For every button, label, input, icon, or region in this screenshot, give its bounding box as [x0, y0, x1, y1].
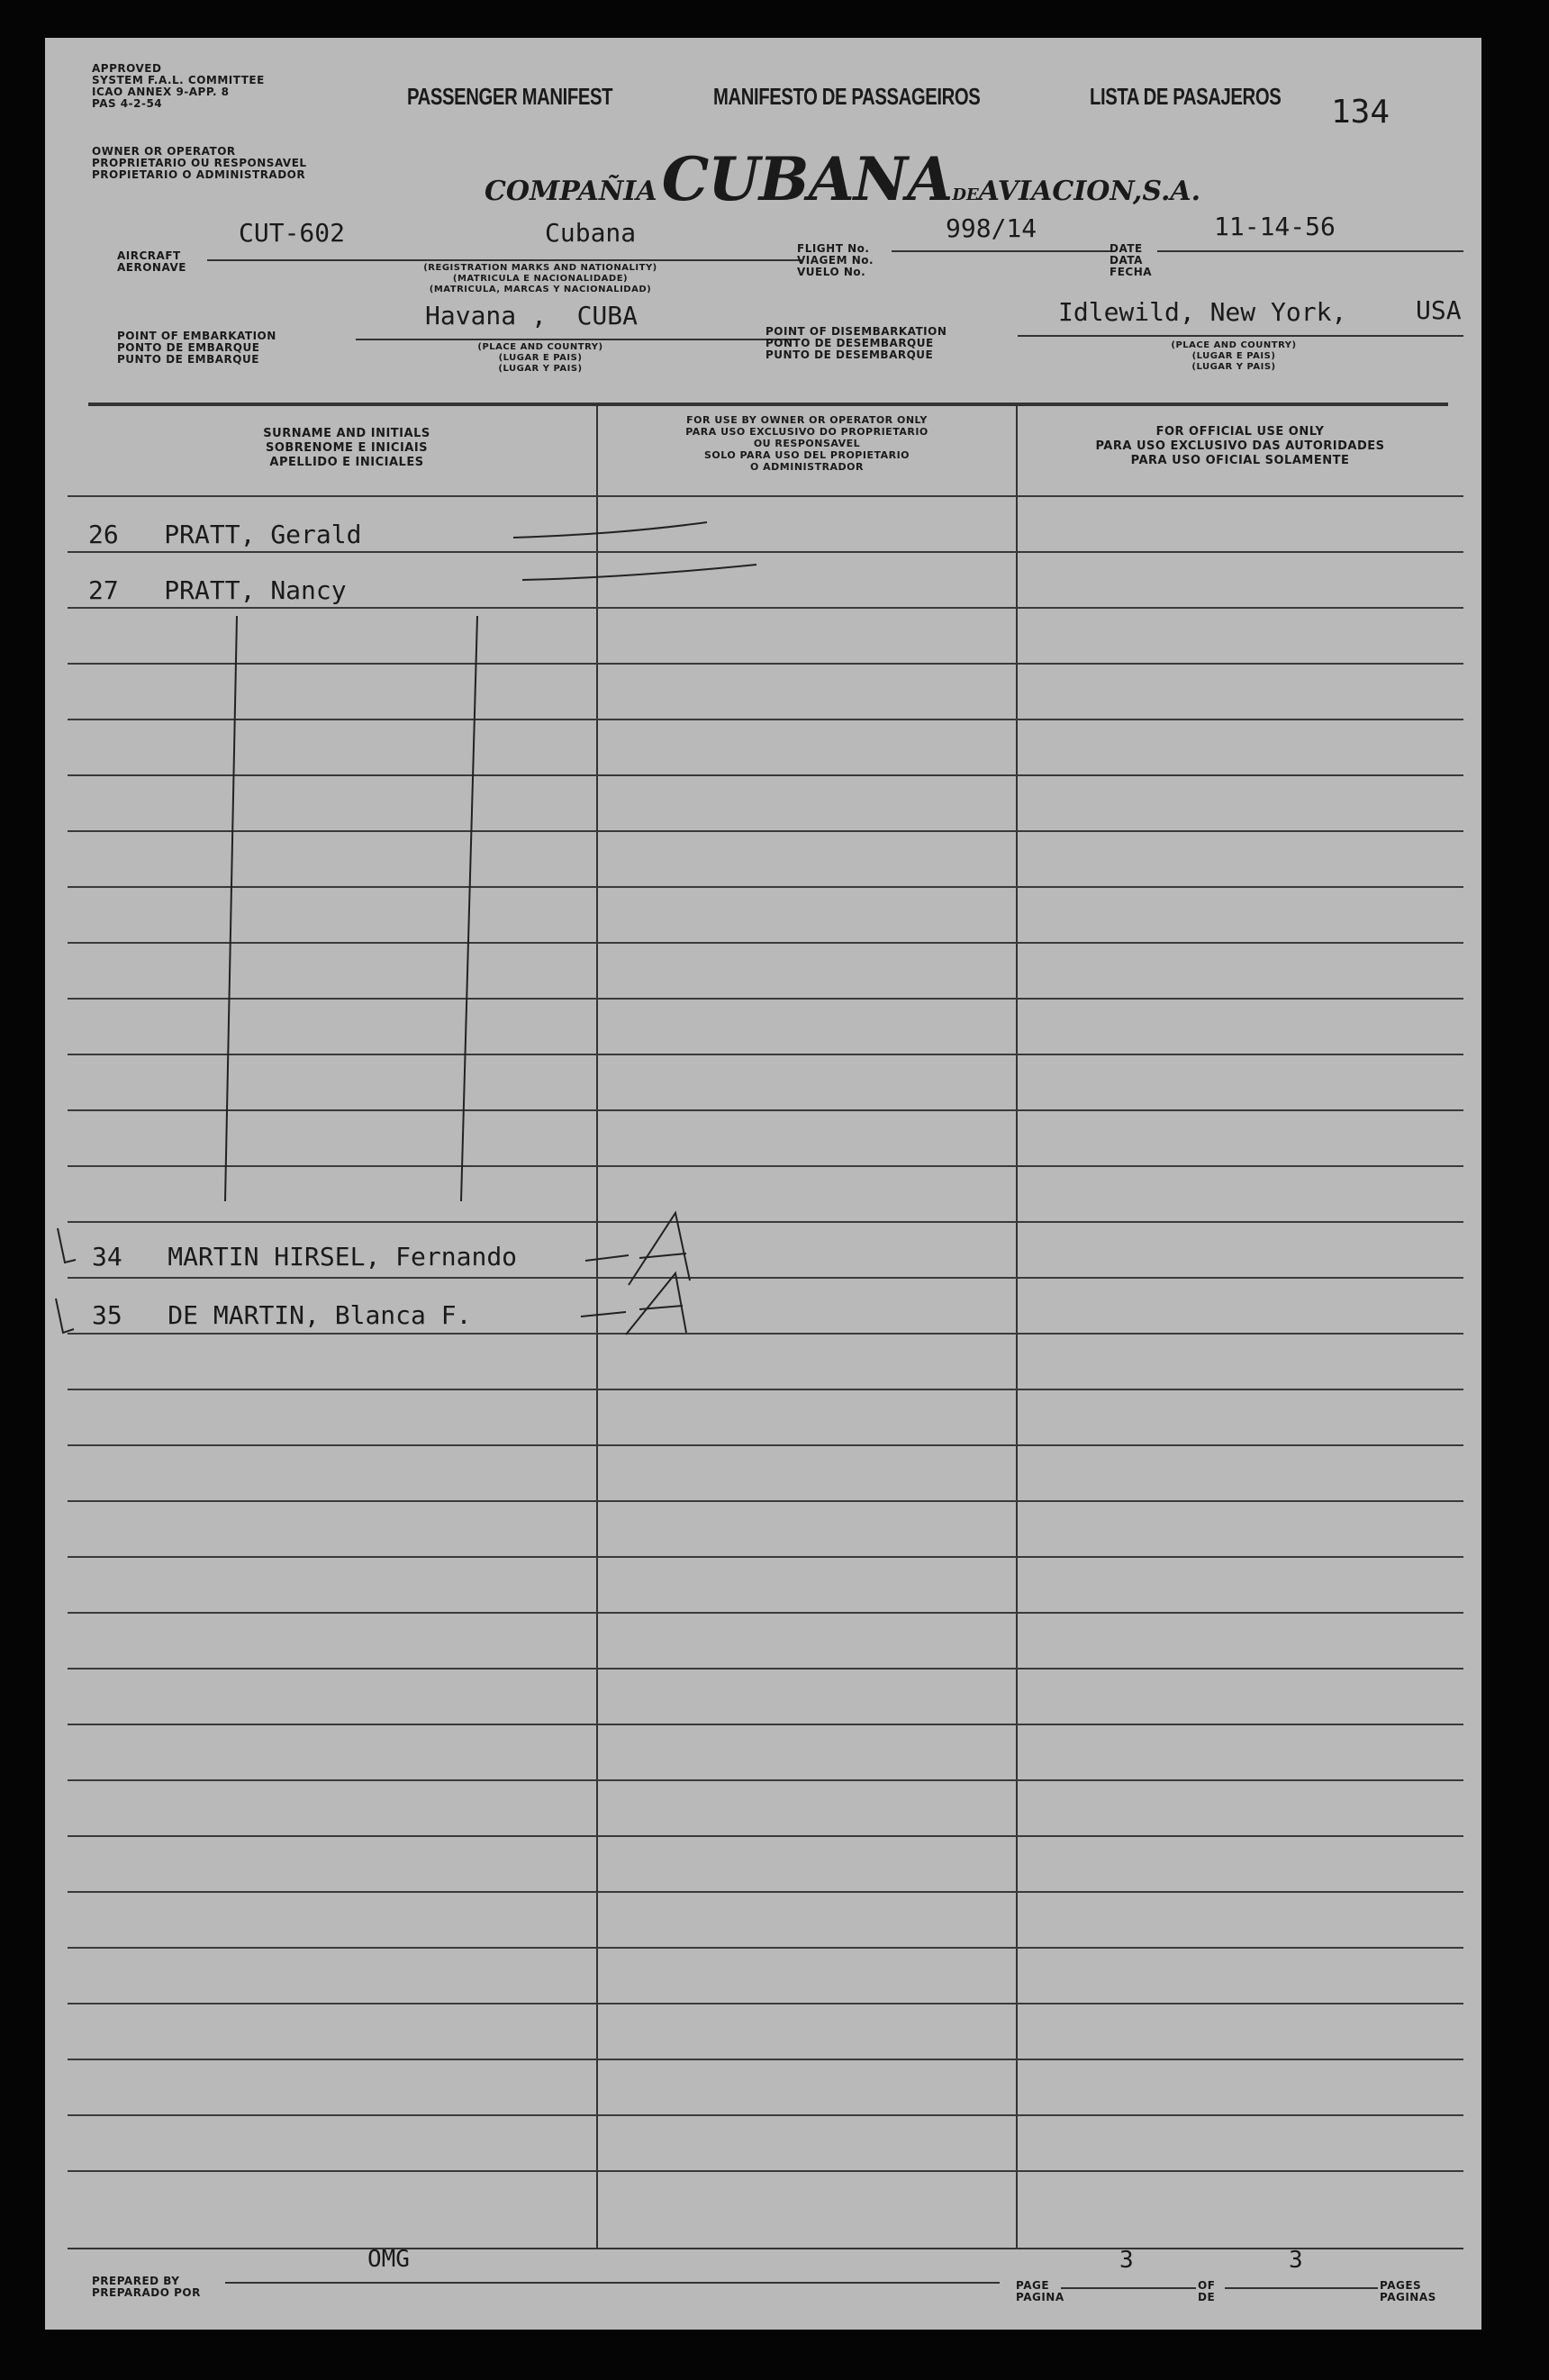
passenger-given-name: Nancy	[270, 575, 347, 605]
column-header-official: FOR OFFICIAL USE ONLY PARA USO EXCLUSIVO DAS AUTORIDADES PARA USO OFICIAL SOLAMENTE	[1095, 425, 1385, 467]
manifest-page	[45, 38, 1481, 2330]
prepared-by-value: OMG	[367, 2246, 410, 2273]
approval-line: ICAO ANNEX 9-APP. 8	[92, 86, 230, 98]
embarkation-place: Havana , CUBA	[425, 301, 639, 330]
pen-stroke	[225, 616, 237, 1201]
disembarkation-labels: POINT OF DISEMBARKATION PONTO DE DESEMBARQUE PUNTO DE DESEMBARQUE	[765, 325, 947, 361]
initial-mark	[629, 1213, 690, 1285]
check-mark	[56, 1299, 74, 1333]
aircraft-sublabels: (REGISTRATION MARKS AND NATIONALITY) (MATRICULA E NACIONALIDADE) (MATRICULA, MARCAS Y NACIONALIDAD)	[423, 263, 657, 294]
title-english: PASSENGER MANIFEST	[407, 83, 613, 110]
pen-stroke	[522, 565, 756, 580]
check-mark	[58, 1228, 76, 1262]
flight-labels: FLIGHT No. VIAGEM No. VUELO No.	[797, 242, 874, 278]
pen-stroke	[461, 616, 477, 1201]
passenger-given-name: Gerald	[270, 520, 362, 549]
approval-line: SYSTEM F.A.L. COMMITTEE	[92, 74, 265, 86]
passenger-number: 35	[92, 1300, 122, 1330]
total-pages-value: 3	[1289, 2247, 1303, 2274]
aircraft-registration: CUT-602	[239, 218, 346, 248]
pen-stroke	[513, 522, 707, 538]
table-row: 27 PRATT, Nancy	[88, 575, 347, 605]
table-row: 26 PRATT, Gerald	[88, 520, 362, 549]
passenger-given-name: Fernando	[395, 1242, 518, 1271]
page-value: 3	[1119, 2247, 1134, 2274]
passenger-number: 27	[88, 575, 119, 605]
passenger-surname: DE MARTIN	[168, 1300, 305, 1330]
approval-line: PAS 4-2-54	[92, 97, 163, 110]
page-number-stamp: 134	[1331, 94, 1390, 131]
aircraft-nationality: Cubana	[545, 218, 637, 248]
passenger-given-name: Blanca F.	[334, 1300, 472, 1330]
owner-labels: OWNER OR OPERATOR PROPRIETARIO OU RESPONSAVEL PROPIETARIO O ADMINISTRADOR	[92, 145, 307, 181]
pen-stroke	[581, 1312, 626, 1317]
flight-number: 998/14	[946, 213, 1037, 243]
passenger-surname: MARTIN HIRSEL	[168, 1242, 366, 1271]
passenger-number: 26	[88, 520, 119, 549]
airline-logo: COMPAÑIA CUBANADEAVIACION,S.A.	[485, 144, 1201, 214]
approval-line: APPROVED	[92, 62, 162, 75]
of-labels: OF DE	[1198, 2279, 1216, 2303]
initial-mark	[626, 1273, 686, 1335]
date-labels: DATE DATA FECHA	[1110, 242, 1153, 278]
initial-mark	[639, 1253, 686, 1258]
title-spanish: LISTA DE PASAJEROS	[1090, 83, 1282, 110]
pen-annotations	[45, 38, 1481, 2330]
passenger-surname: PRATT	[164, 575, 240, 605]
column-header-surname: SURNAME AND INITIALS SOBRENOME E INICIAIS APELLIDO E INICIALES	[263, 427, 430, 469]
disembarkation-sublabels: (PLACE AND COUNTRY) (LUGAR E PAIS) (LUGAR Y PAIS)	[1171, 340, 1297, 372]
pen-stroke	[585, 1255, 629, 1261]
disembarkation-country: USA	[1416, 295, 1462, 325]
passenger-number: 34	[92, 1242, 122, 1271]
table-row: 35 DE MARTIN, Blanca F.	[92, 1300, 472, 1330]
disembarkation-place: Idlewild, New York,	[1058, 297, 1347, 327]
column-header-owner-use: FOR USE BY OWNER OR OPERATOR ONLY PARA USO EXCLUSIVO DO PROPRIETARIO OU RESPONSAVEL SOLO PARA USO DEL PROPIETARIO O ADMINISTRADOR	[685, 414, 928, 473]
aircraft-labels: AIRCRAFT AERONAVE	[117, 249, 186, 274]
page-labels: PAGE PAGINA	[1016, 2279, 1064, 2303]
passenger-surname: PRATT	[164, 520, 240, 549]
title-portuguese: MANIFESTO DE PASSAGEIROS	[713, 83, 981, 110]
flight-date: 11-14-56	[1214, 212, 1336, 241]
table-row: 34 MARTIN HIRSEL, Fernando	[92, 1242, 518, 1271]
pages-labels: PAGES PAGINAS	[1380, 2279, 1436, 2303]
embarkation-sublabels: (PLACE AND COUNTRY) (LUGAR E PAIS) (LUGAR Y PAIS)	[477, 342, 603, 374]
prepared-labels: PREPARED BY PREPARADO POR	[92, 2275, 201, 2299]
table-bottom-rule	[68, 2248, 1463, 2249]
initial-mark	[639, 1306, 683, 1309]
embarkation-labels: POINT OF EMBARKATION PONTO DE EMBARQUE PUNTO DE EMBARQUE	[117, 330, 276, 366]
